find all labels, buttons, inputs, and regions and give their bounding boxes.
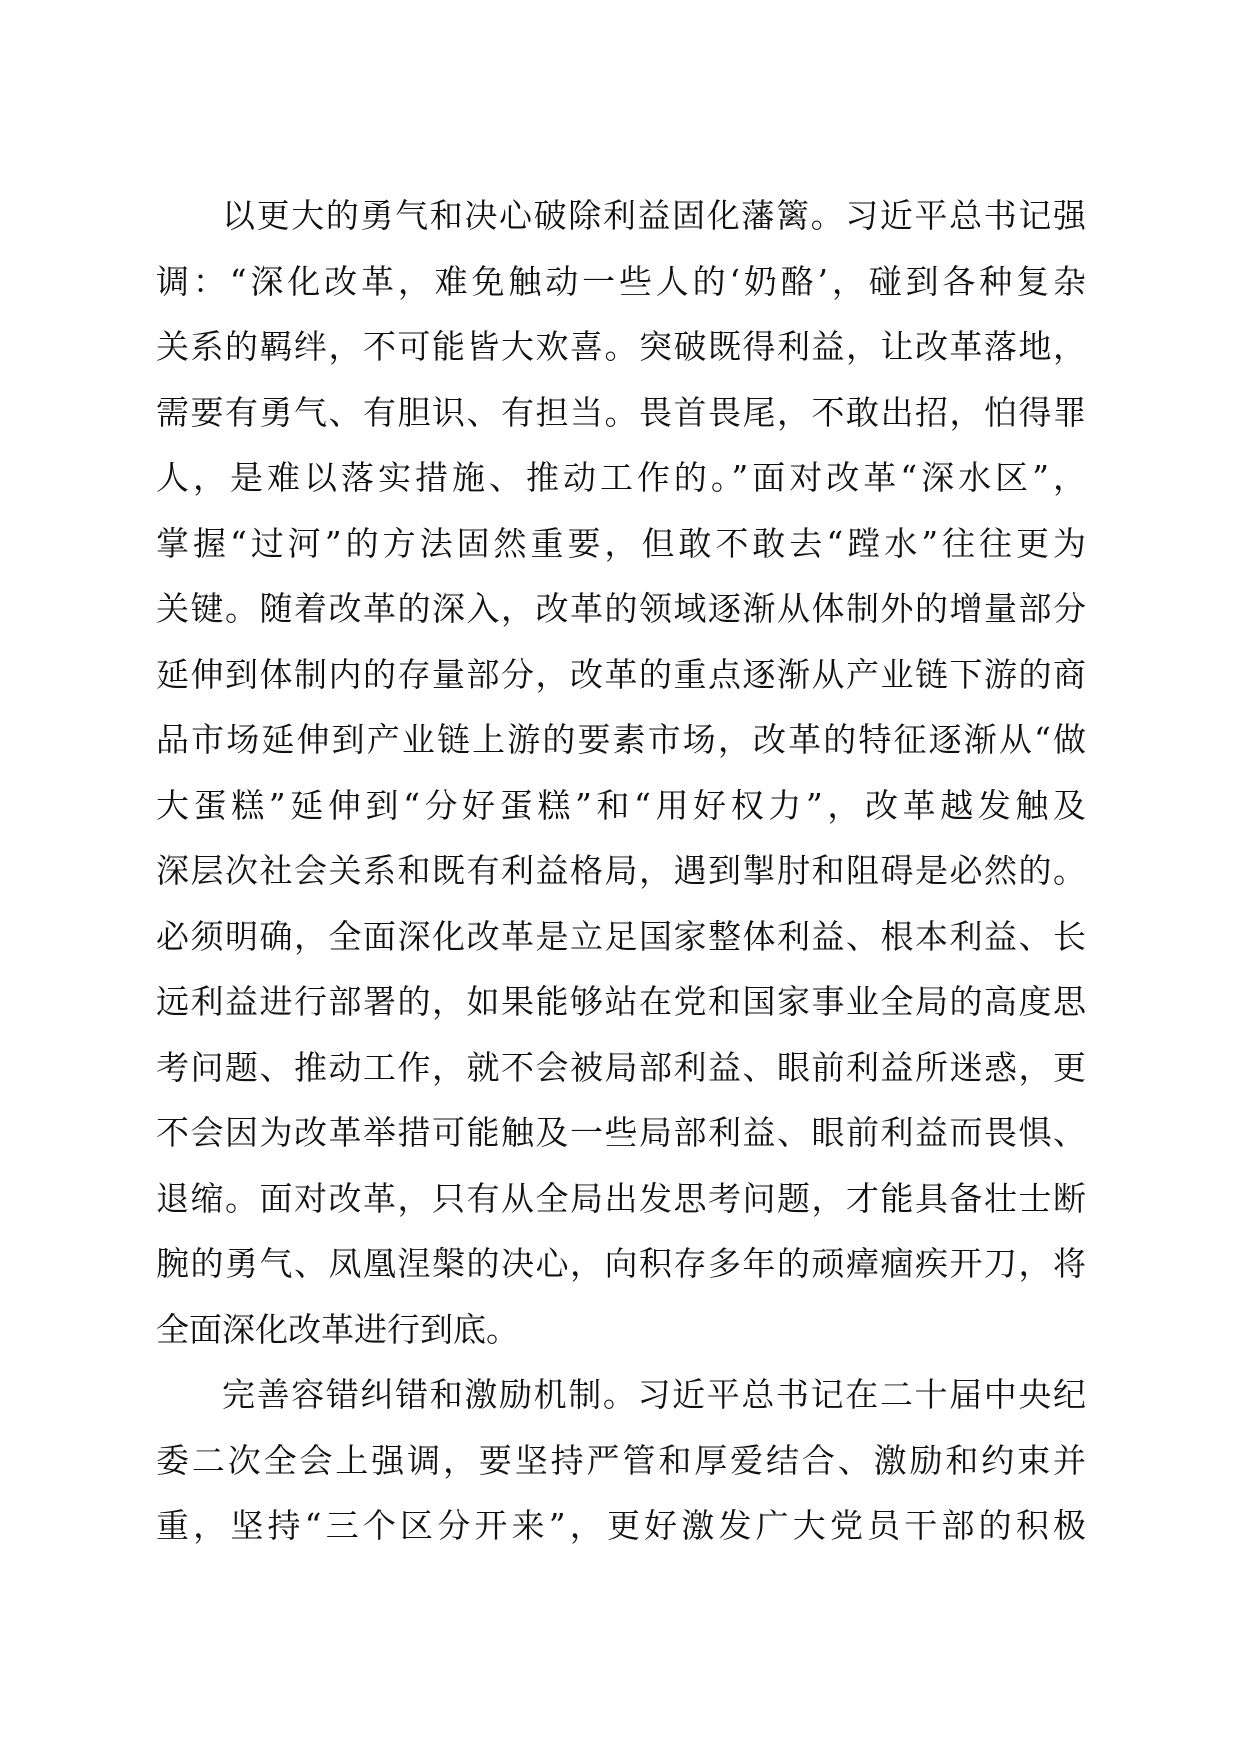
- text-line: 不会因为改革举措可能触及一些局部利益、眼前利益而畏惧、: [156, 1113, 1086, 1152]
- text-line: 人，是难以落实措施、推动工作的。”面对改革“深水区”，: [156, 458, 1086, 497]
- text-line: 关系的羁绊，不可能皆大欢喜。突破既得利益，让改革落地，: [156, 327, 1086, 366]
- text-line: 以更大的勇气和决心破除利益固化藩篱。习近平总书记强: [222, 196, 1086, 235]
- text-line: 委二次全会上强调，要坚持严管和厚爱结合、激励和约束并: [156, 1440, 1086, 1480]
- text-line: 大蛋糕”延伸到“分好蛋糕”和“用好权力”，改革越发触及: [156, 785, 1086, 825]
- paragraph-fault-tolerance: [156, 1362, 1086, 1559]
- text-line: 全面深化改革进行到底。: [156, 1309, 519, 1349]
- text-line: 品市场延伸到产业链上游的要素市场，改革的特征逐渐从“做: [156, 720, 1086, 759]
- text-line: 掌握“过河”的方法固然重要，但敢不敢去“蹚水”往往更为: [156, 523, 1086, 563]
- text-line: 重，坚持“三个区分开来”，更好激发广大党员干部的积极: [156, 1506, 1086, 1545]
- paragraph-reform-courage: [156, 183, 1086, 1362]
- text-line: 深层次社会关系和既有利益格局，遇到掣肘和阻碍是必然的。: [156, 851, 1086, 890]
- text-line: 退缩。面对改革，只有从全局出发思考问题，才能具备壮士断: [156, 1178, 1086, 1218]
- text-line: 考问题、推动工作，就不会被局部利益、眼前利益所迷惑，更: [156, 1047, 1086, 1087]
- text-line: 远利益进行部署的，如果能够站在党和国家事业全局的高度思: [156, 982, 1086, 1021]
- text-line: 必须明确，全面深化改革是立足国家整体利益、根本利益、长: [156, 916, 1086, 956]
- text-line: 完善容错纠错和激励机制。习近平总书记在二十届中央纪: [222, 1375, 1086, 1414]
- text-line: 腕的勇气、凤凰涅槃的决心，向积存多年的顽瘴痼疾开刀，将: [156, 1244, 1086, 1283]
- text-line: 需要有勇气、有胆识、有担当。畏首畏尾，不敢出招，怕得罪: [156, 392, 1086, 432]
- text-line: 延伸到体制内的存量部分，改革的重点逐渐从产业链下游的商: [156, 654, 1086, 694]
- text-line: 调：“深化改革，难免触动一些人的‘奶酪’，碰到各种复杂: [156, 261, 1086, 301]
- text-line: 关键。随着改革的深入，改革的领域逐渐从体制外的增量部分: [156, 589, 1086, 628]
- body-text: [156, 183, 1086, 1559]
